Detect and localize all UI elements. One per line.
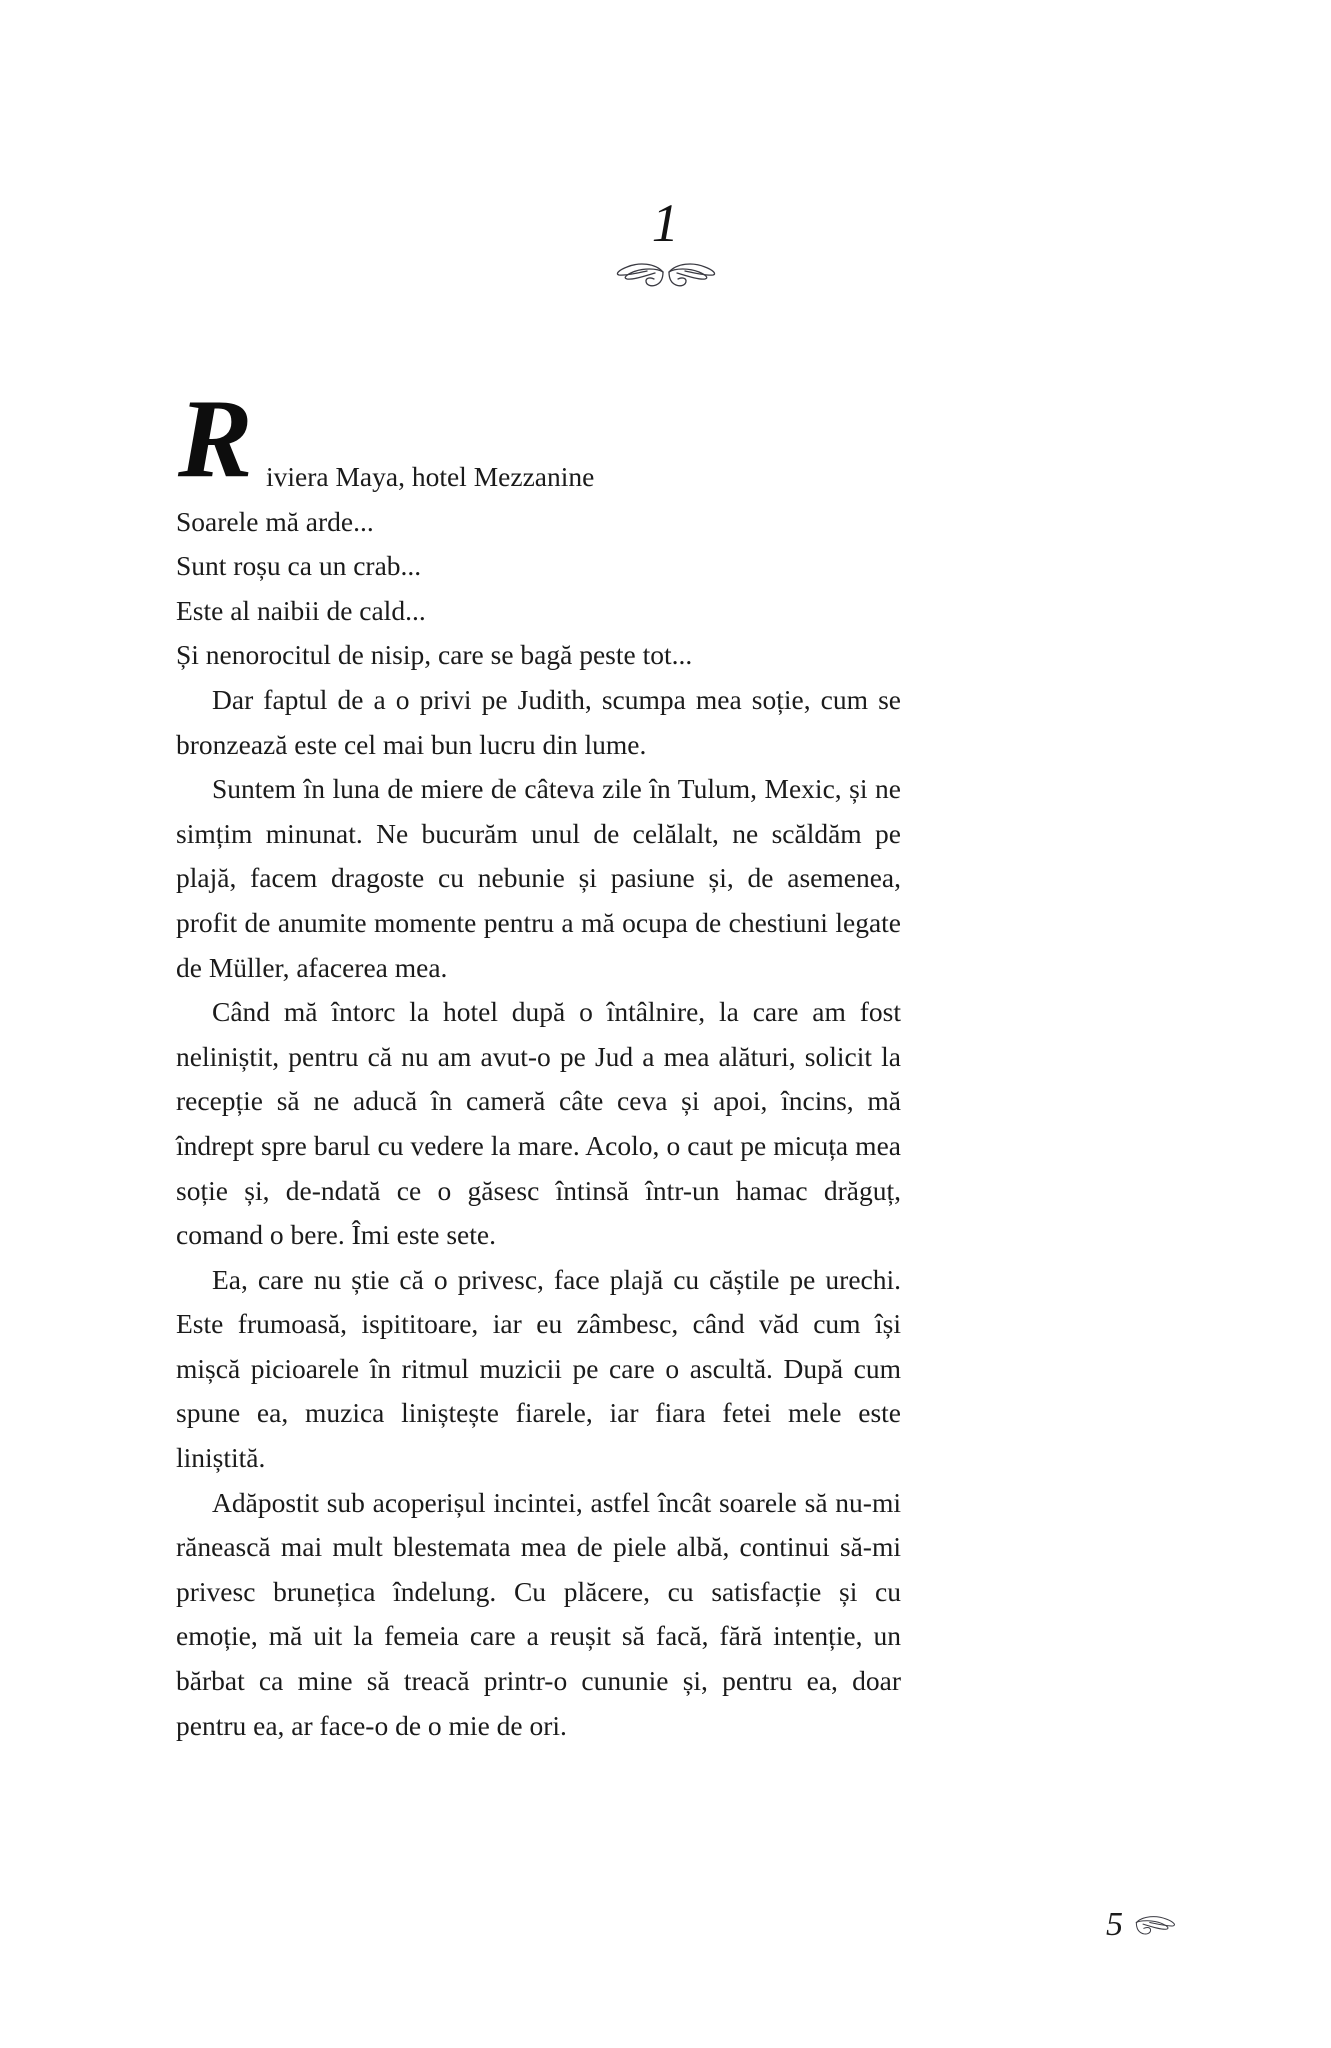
paragraph-4: Este al naibii de cald... [176,594,426,626]
paragraph-2: Soarele mă arde... [176,505,374,537]
paragraph-6: Dar faptul de a o privi pe Judith, scumpa mea soție, cum se bronzează este cel mai bun lucru din lume. [176,683,901,760]
body-text-block [176,377,901,1748]
chapter-heading [0,193,1331,292]
paragraph-5: Și nenorocitul de nisip, care se bagă peste tot... [176,639,693,671]
folio [1106,1908,1179,1942]
paragraph-1: iviera Maya, hotel Mezzanine [266,461,595,492]
page-footer [0,1908,1331,1958]
paragraph-9: Ea, care nu știe că o privesc, face plajă cu căștile pe urechi. Este frumoasă, ispititoare, iar eu zâmbesc, când văd cum își mișcă picioarele în ritmul muzicii pe care o ascultă. După cum spune ea, muzica liniștește fiarele, iar fiara fetei mele este liniștită. [176,1263,901,1474]
drop-cap-letter: R [178,377,253,501]
dropcap-paragraph-wrapper [176,377,901,501]
chapter-number: 1 [651,193,680,253]
paragraph-3: Sunt roșu ca un crab... [176,550,422,582]
paragraph-7: Suntem în luna de miere de câteva zile în Tulum, Mexic, și ne simțim minunat. Ne bucurăm unul de celălalt, ne scăldăm pe plajă, facem dragoste cu nebunie și pasiune și, de asemenea, profit de anumite momente pentru a mă ocupa de chestiuni legate de Müller, afacerea mea. [176,773,901,983]
leaf-flourish-ornament-icon [0,258,1331,292]
folio-leaf-ornament-icon [1133,1914,1179,1936]
paragraph-10: Adăpostit sub acoperișul incintei, astfel încât soarele să nu-mi rănească mai mult blestemata mea de piele albă, continui să-mi privesc brunețica îndelung. Cu plăcere, cu satisfacție și cu emoție, mă uit la femeia care a reușit să facă, fără intenție, un bărbat ca mine să treacă printr-o cununie și, pentru ea, doar pentru ea, ar face-o de o mie de ori. [176,1486,901,1741]
page-number: 5 [1106,1906,1123,1943]
paragraph-8: Când mă întorc la hotel după o întâlnire, la care am fost neliniștit, pentru că nu am avut-o pe Jud a mea alături, solicit la recepție să ne aducă în cameră câte ceva și apoi, încins, mă îndrept spre barul cu vedere la mare. Acolo, o caut pe micuța mea soție și, de-ndată ce o găsesc întinsă într-un hamac drăguț, comand o bere. Îmi este sete. [176,996,901,1251]
